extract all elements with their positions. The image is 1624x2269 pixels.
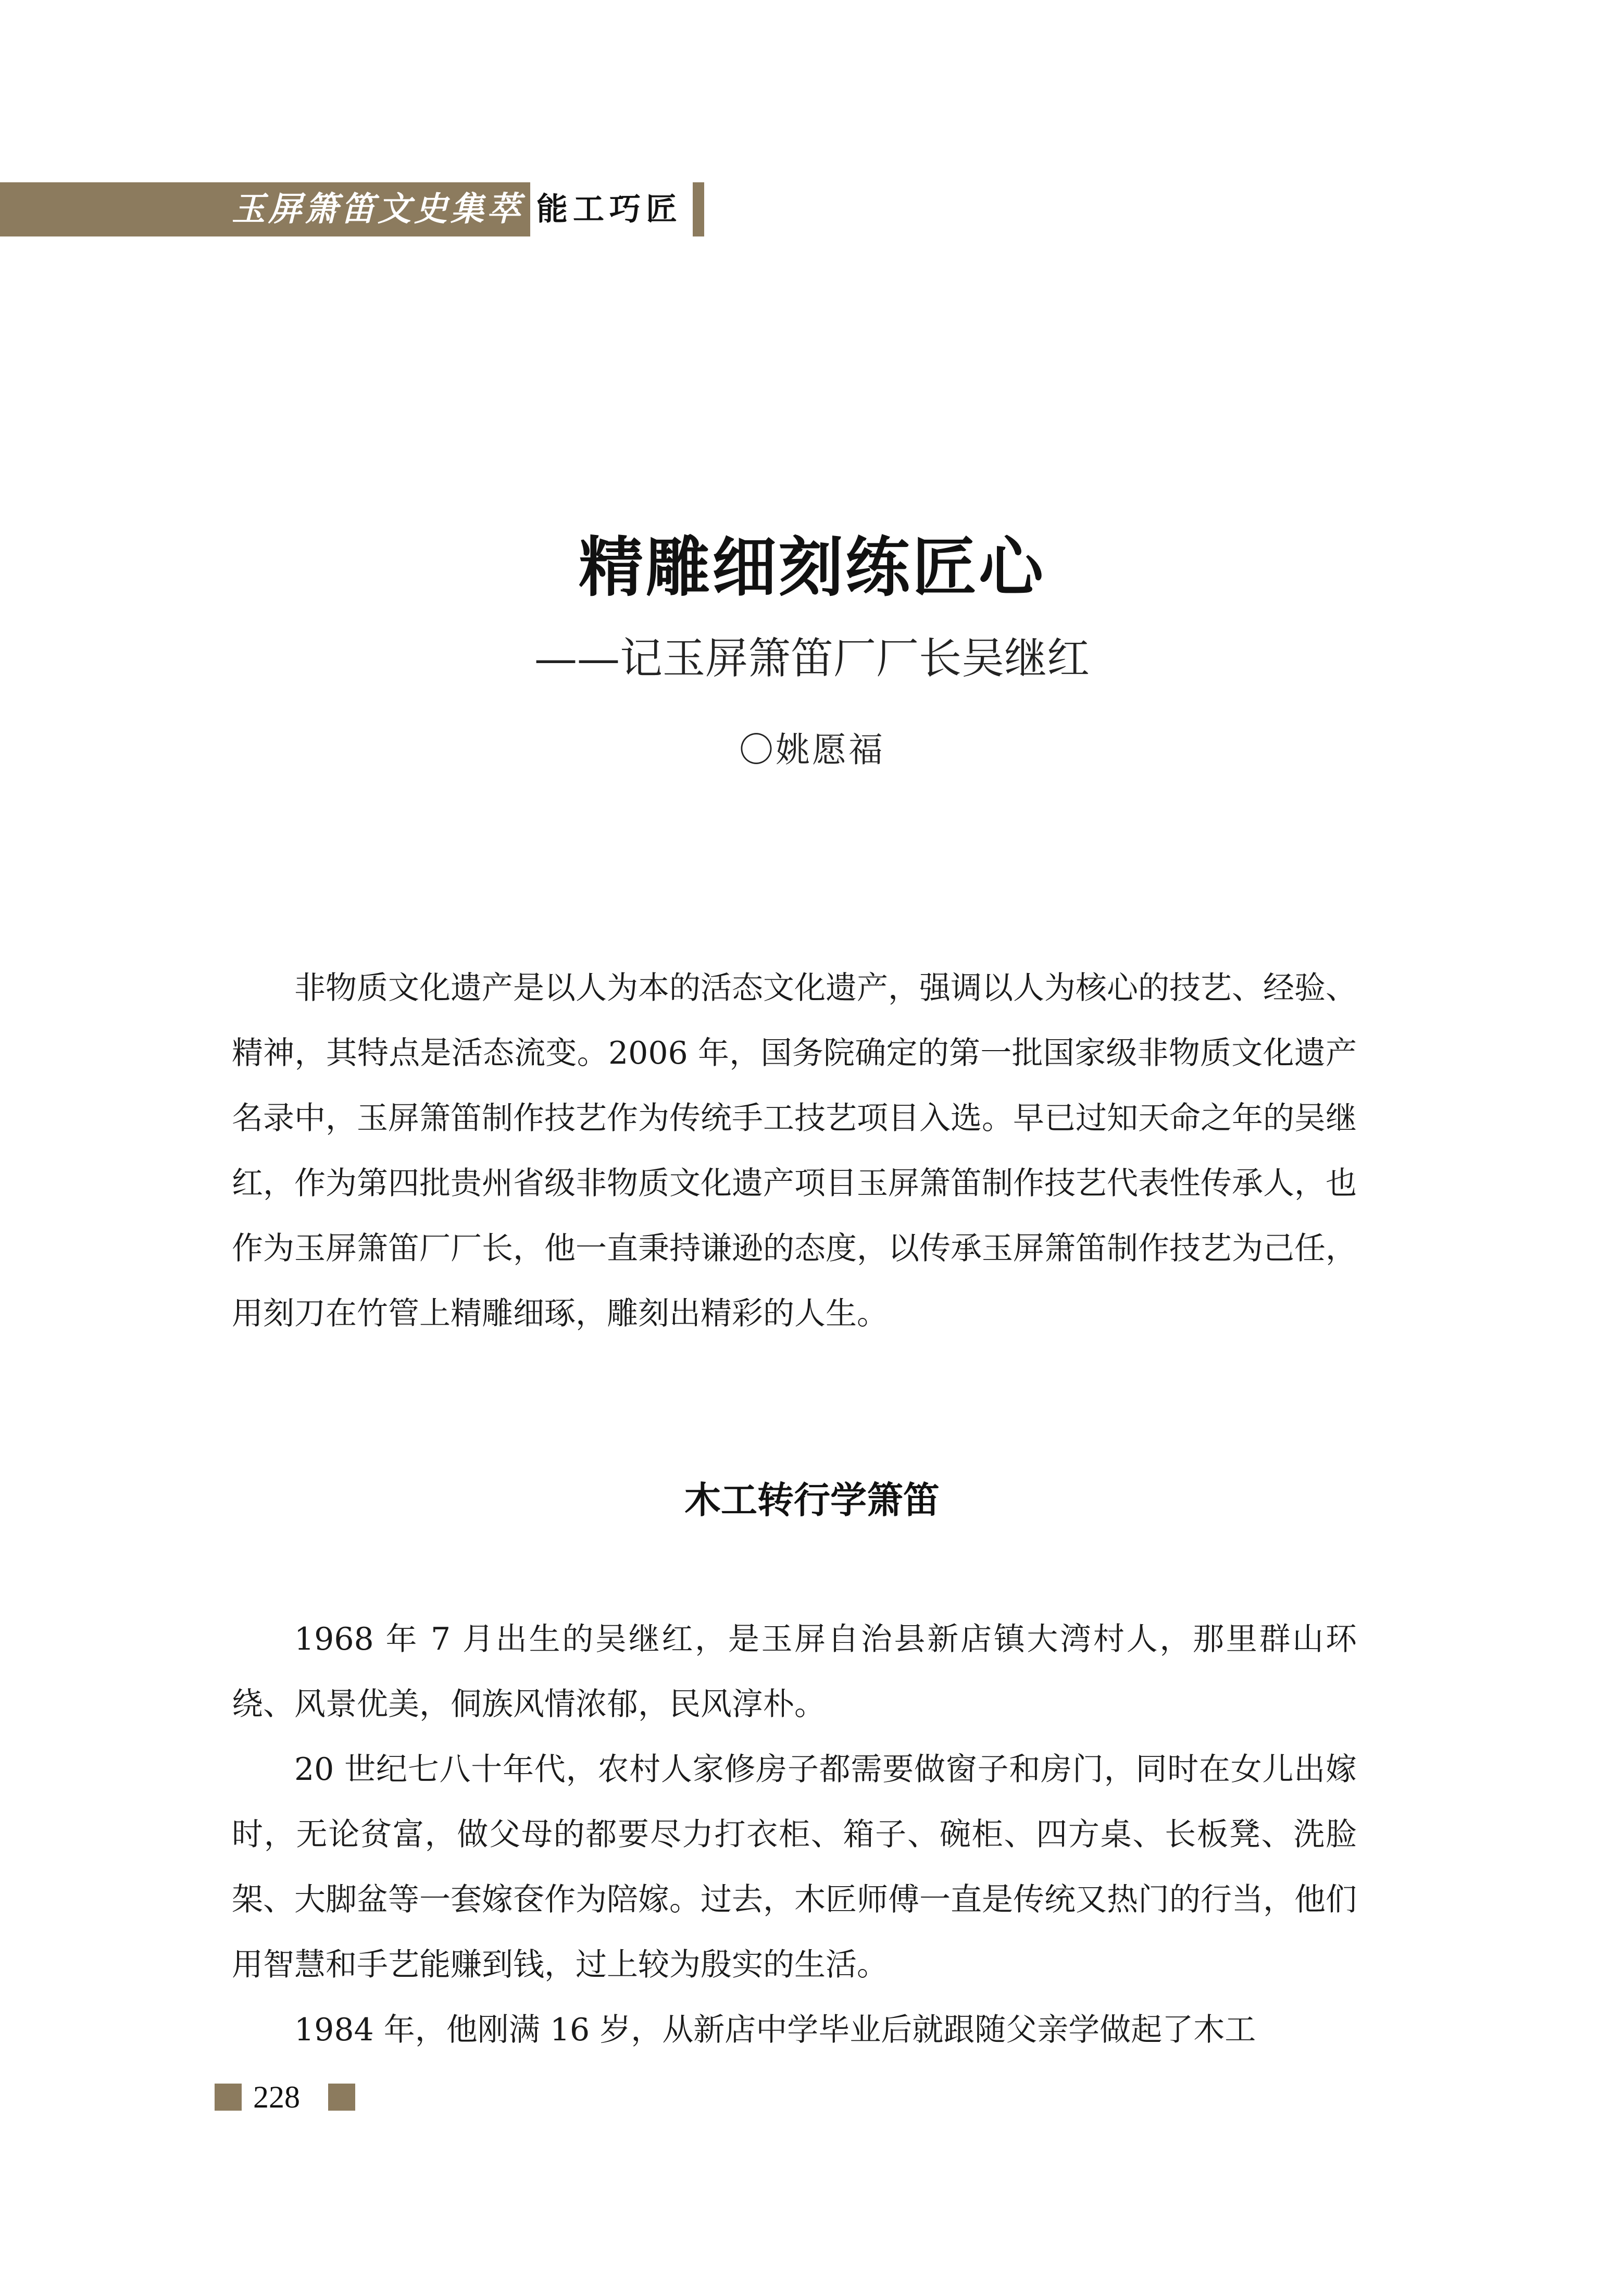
- article-author: 〇姚愿福: [739, 730, 885, 770]
- section-body: [232, 1607, 1357, 2063]
- intro-paragraph: 非物质文化遗产是以人为本的活态文化遗产，强调以人为核心的技艺、经验、精神，其特点是活态流变。2006 年，国务院确定的第一批国家级非物质文化遗产名录中，玉屏箫笛制作技艺作为传统手工技艺项目入选。早已过知天命之年的吴继红，作为第四批贵州省级非物质文化遗产项目玉屏箫笛制作技艺代表性传承人，也作为玉屏箫笛厂厂长，他一直秉持谦逊的态度，以传承玉屏箫笛制作技艺为己任，用刻刀在竹管上精雕细琢，雕刻出精彩的人生。: [232, 970, 1357, 1332]
- article-subtitle: ——记玉屏箫笛厂厂长吴继红: [534, 634, 1090, 683]
- intro-block: [232, 956, 1357, 1347]
- article-title: 精雕细刻练匠心: [578, 530, 1045, 605]
- page-number: 228: [253, 2080, 300, 2114]
- header-section-label: 能工巧匠: [536, 191, 682, 228]
- footer-square-right: [328, 2084, 355, 2111]
- section-heading: 木工转行学箫笛: [684, 1478, 940, 1522]
- footer-square-left: [215, 2084, 242, 2111]
- body-paragraph: 1968 年 7 月出生的吴继红，是玉屏自治县新店镇大湾村人，那里群山环绕、风景优美，侗族风情浓郁，民风淳朴。: [232, 1621, 1357, 1723]
- header-cap-bar: [693, 182, 704, 236]
- body-paragraph: 1984 年，他刚满 16 岁，从新店中学毕业后就跟随父亲学做起了木工: [294, 2012, 1256, 2048]
- body-paragraph: 20 世纪七八十年代，农村人家修房子都需要做窗子和房门，同时在女儿出嫁时，无论贫富，做父母的都要尽力打衣柜、箱子、碗柜、四方桌、长板凳、洗脸架、大脚盆等一套嫁奁作为陪嫁。过去，木匠师傅一直是传统又热门的行当，他们用智慧和手艺能赚到钱，过上较为殷实的生活。: [232, 1751, 1357, 1983]
- header-brand-calligraphy: 玉屏箫笛文史集萃: [232, 190, 523, 229]
